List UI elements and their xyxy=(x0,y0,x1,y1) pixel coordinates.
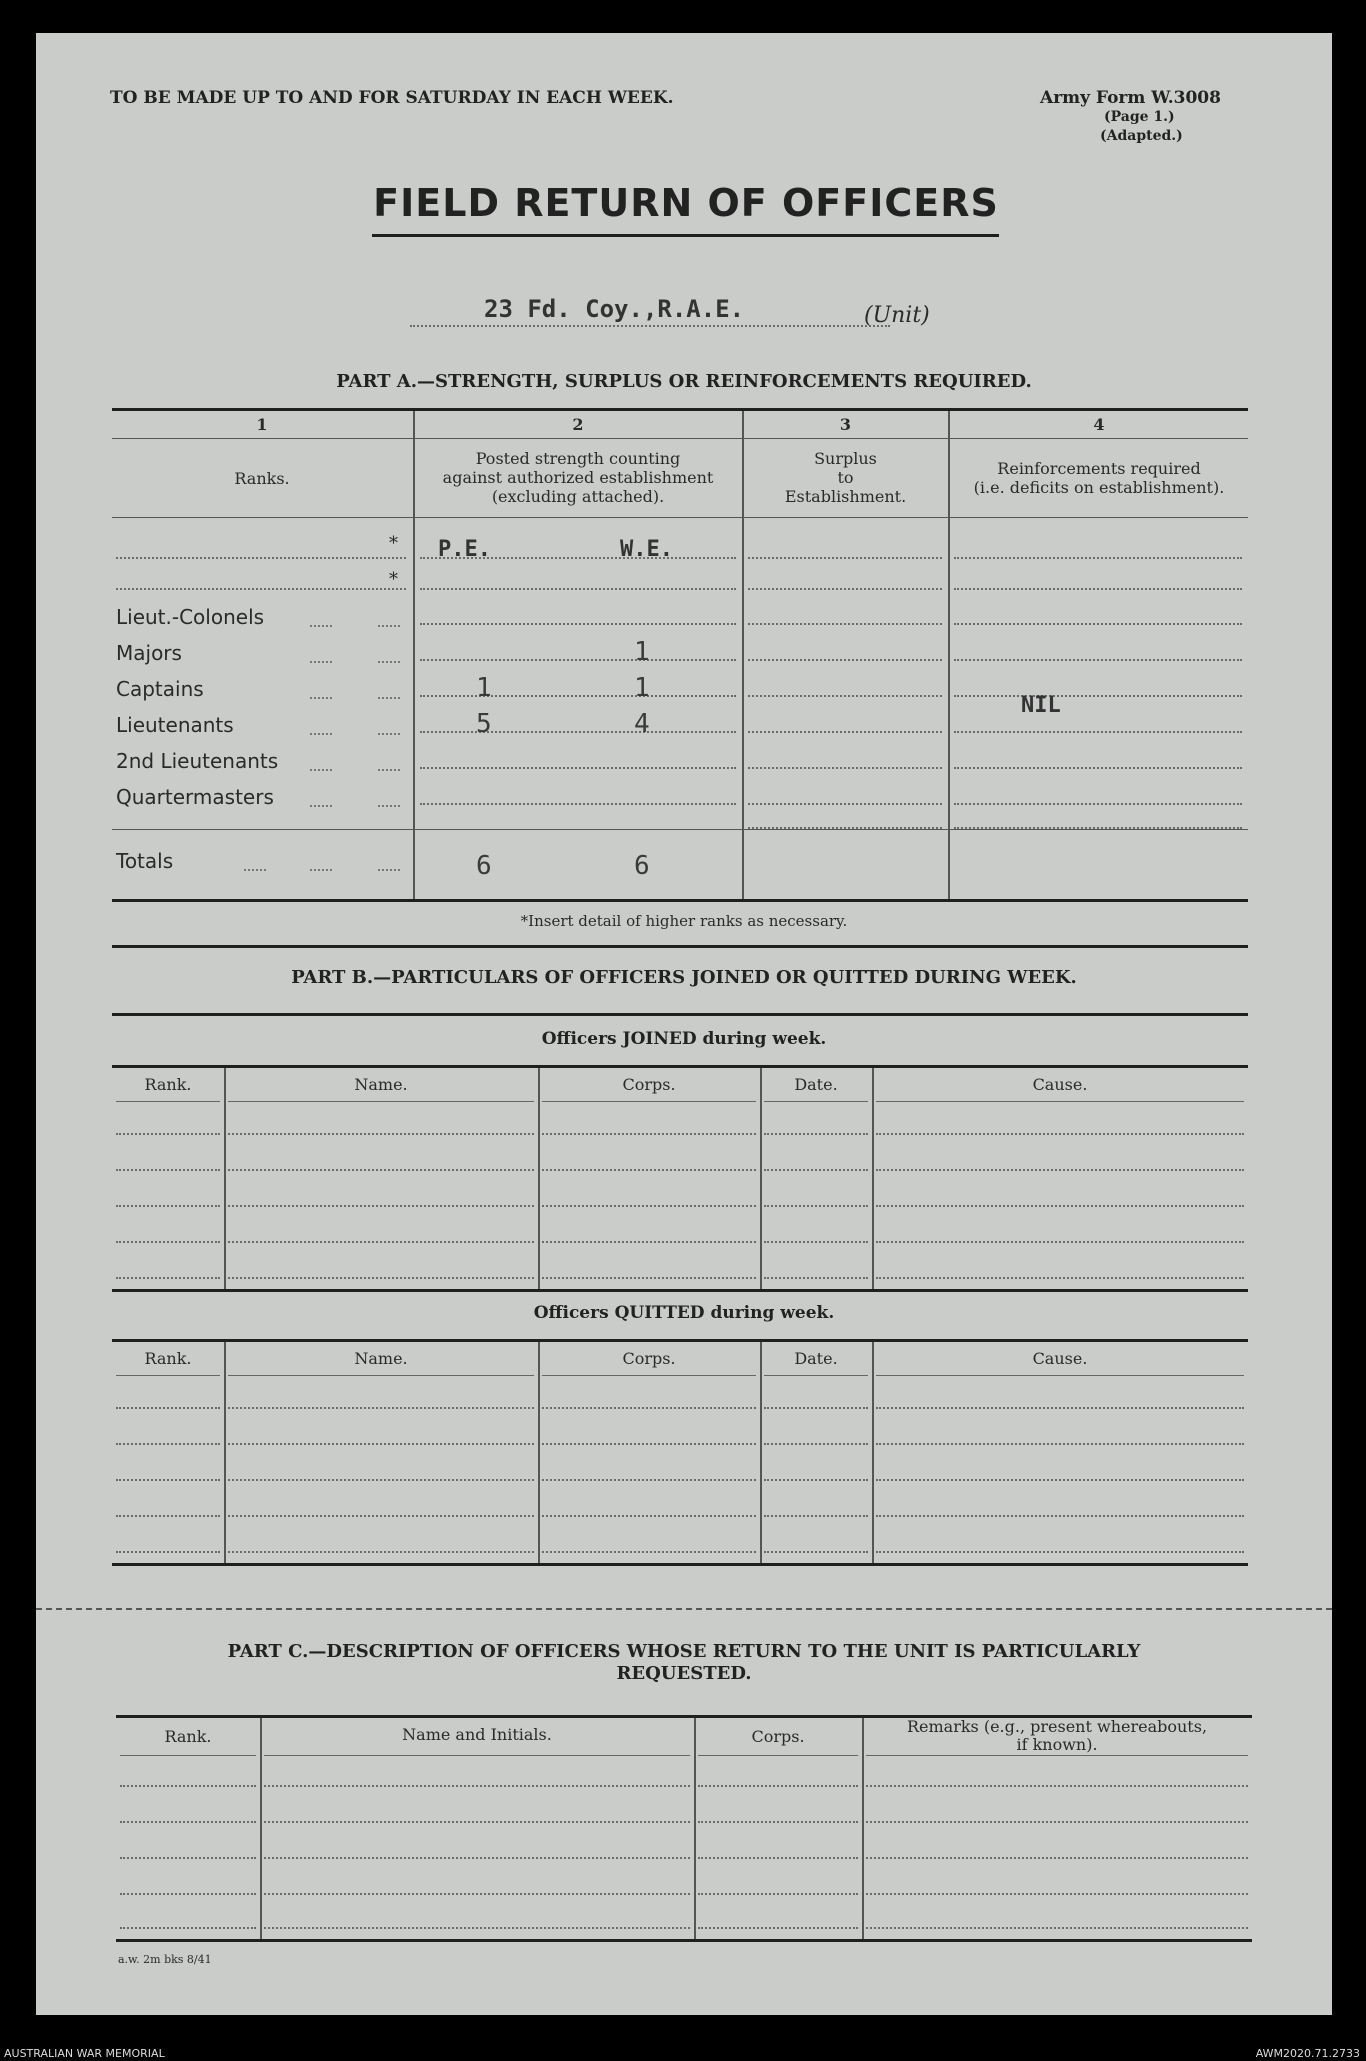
posted-col-head xyxy=(415,449,741,506)
table-bottom-rule xyxy=(112,1289,1248,1292)
remarks-head-line: Remarks (e.g., present whereabouts, xyxy=(906,1717,1208,1736)
table-row-line xyxy=(876,1407,1244,1409)
table-row-line xyxy=(876,1443,1244,1445)
table-row-line xyxy=(116,1551,220,1553)
table-row-line xyxy=(542,1443,756,1445)
table-col-divider xyxy=(760,1342,762,1564)
table-row-line xyxy=(876,1133,1244,1135)
part-c-row-line xyxy=(264,1927,690,1929)
table-row-line xyxy=(542,1101,756,1102)
table-row-line xyxy=(876,1169,1244,1171)
table-row-line xyxy=(542,1407,756,1409)
table-row-line xyxy=(116,1375,220,1376)
corps-col-head: Corps. xyxy=(751,1727,805,1746)
rank-leader xyxy=(310,769,332,771)
table-row-line xyxy=(764,1169,868,1171)
part-c-row-line xyxy=(698,1821,858,1823)
table-row-line xyxy=(764,1551,868,1553)
surplus-dotted-line xyxy=(748,731,942,733)
star-row-line xyxy=(116,557,406,559)
we-value: 1 xyxy=(634,673,650,703)
reinforcements-value: NIL xyxy=(1021,693,1061,718)
table-row-line xyxy=(228,1443,534,1445)
surplus-dotted-line xyxy=(748,695,942,697)
pe-label: P.E. xyxy=(438,537,491,562)
total-pe: 6 xyxy=(476,851,492,881)
table-row-line xyxy=(228,1205,534,1207)
part-c-row-line xyxy=(866,1927,1248,1929)
part-c-row-line xyxy=(866,1755,1248,1756)
rank-label: Captains xyxy=(116,677,204,701)
totals-leader xyxy=(244,869,266,871)
part-b-top-rule xyxy=(112,945,1248,948)
unit-label: (Unit) xyxy=(864,303,930,328)
posted-head-line: (excluding attached). xyxy=(491,487,665,506)
col-number-2: 2 xyxy=(572,415,584,434)
surplus-head-line: Surplus xyxy=(814,449,877,468)
table-row-line xyxy=(116,1277,220,1279)
table-row-line xyxy=(876,1205,1244,1207)
table-row-line xyxy=(116,1169,220,1171)
cause-col-head: Cause. xyxy=(1032,1349,1088,1368)
surplus-dotted-line xyxy=(748,623,942,625)
rank-leader xyxy=(310,625,332,627)
table-row-line xyxy=(876,1241,1244,1243)
table-row-line xyxy=(228,1515,534,1517)
joined-title: Officers JOINED during week. xyxy=(541,1029,827,1049)
table-row-line xyxy=(542,1551,756,1553)
part-c-heading xyxy=(116,1641,1252,1685)
page-title: FIELD RETURN OF OFFICERS xyxy=(373,181,999,225)
part-c-row-line xyxy=(264,1755,690,1756)
table-row-line xyxy=(116,1133,220,1135)
part-c-row-line xyxy=(698,1785,858,1787)
table-row-line xyxy=(228,1479,534,1481)
part-c-col-divider xyxy=(862,1718,864,1940)
we-label: W.E. xyxy=(620,537,673,562)
reinforcements-dotted-line xyxy=(954,803,1242,805)
table-row-line xyxy=(876,1479,1244,1481)
table-row-line xyxy=(764,1375,868,1376)
reinforcements-dotted-line xyxy=(954,623,1242,625)
part-c-row-line xyxy=(698,1927,858,1929)
surplus-dotted-line xyxy=(748,588,942,590)
form-sheet xyxy=(36,33,1332,2015)
totals-leader xyxy=(310,869,332,871)
posted-dotted-line xyxy=(420,803,736,805)
part-c-row-line xyxy=(866,1857,1248,1859)
posted-dotted-line xyxy=(420,767,736,769)
table-row-line xyxy=(542,1169,756,1171)
part-c-bottom-rule xyxy=(116,1939,1252,1942)
table-row-line xyxy=(228,1551,534,1553)
part-c-row-line xyxy=(698,1755,858,1756)
table-row-line xyxy=(116,1241,220,1243)
part-c-row-line xyxy=(264,1785,690,1787)
totals-leader xyxy=(378,869,400,871)
table-row-line xyxy=(764,1101,868,1102)
rank-label: Lieutenants xyxy=(116,713,234,737)
remarks-head-line: if known). xyxy=(1016,1735,1098,1754)
rank-leader xyxy=(378,769,400,771)
part-a-top-rule xyxy=(112,408,1248,411)
posted-head-line: against authorized establishment xyxy=(442,468,714,487)
table-row-line xyxy=(228,1407,534,1409)
surplus-dotted-line xyxy=(748,557,942,559)
star-marker: * xyxy=(389,533,398,554)
totals-rule xyxy=(112,829,1248,830)
part-c-row-line xyxy=(264,1893,690,1895)
rank-label: Lieut.-Colonels xyxy=(116,605,265,629)
table-row-line xyxy=(228,1101,534,1102)
part-a-heading: PART A.—STRENGTH, SURPLUS OR REINFORCEMENTS REQUIRED. xyxy=(336,371,1032,392)
date-col-head: Date. xyxy=(794,1075,838,1094)
rank-col-head: Rank. xyxy=(164,1727,212,1746)
quitted-title: Officers QUITTED during week. xyxy=(533,1303,835,1323)
table-row-line xyxy=(764,1479,868,1481)
ranks-col-head: Ranks. xyxy=(234,469,290,488)
posted-dotted-line xyxy=(420,623,736,625)
col-number-3: 3 xyxy=(839,415,852,434)
table-col-divider xyxy=(224,1068,226,1290)
table-row-line xyxy=(542,1277,756,1279)
table-row-line xyxy=(876,1101,1244,1102)
table-bottom-rule xyxy=(112,1563,1248,1566)
part-c-row-line xyxy=(120,1857,256,1859)
posted-dotted-line xyxy=(420,588,736,590)
table-row-line xyxy=(228,1169,534,1171)
part-c-row-line xyxy=(120,1927,256,1929)
reinforcements-dotted-line xyxy=(954,588,1242,590)
surplus-dotted-line xyxy=(748,659,942,661)
col-head-rule xyxy=(112,517,1248,518)
adapted-note: (Adapted.) xyxy=(1100,128,1183,144)
total-we: 6 xyxy=(634,851,650,881)
part-a-bottom-rule xyxy=(112,899,1248,902)
surplus-col-head xyxy=(744,449,947,506)
rank-col-head: Rank. xyxy=(144,1075,192,1094)
surplus-head-line: Establishment. xyxy=(784,487,907,506)
footnote: *Insert detail of higher ranks as necessary. xyxy=(520,912,848,930)
perforation-line xyxy=(36,1608,1332,1610)
we-value: 1 xyxy=(634,637,650,667)
surplus-dotted-line xyxy=(748,803,942,805)
table-row-line xyxy=(228,1241,534,1243)
table-row-line xyxy=(542,1375,756,1376)
table-row-line xyxy=(764,1241,868,1243)
we-value: 4 xyxy=(634,709,650,739)
rank-label: Majors xyxy=(116,641,182,665)
rank-leader xyxy=(310,697,332,699)
table-col-divider xyxy=(872,1068,874,1290)
table-row-line xyxy=(116,1443,220,1445)
part-c-row-line xyxy=(866,1821,1248,1823)
table-row-line xyxy=(764,1133,868,1135)
rank-leader xyxy=(378,625,400,627)
part-c-row-line xyxy=(698,1857,858,1859)
weekly-instruction: TO BE MADE UP TO AND FOR SATURDAY IN EACH WEEK. xyxy=(110,88,674,108)
rank-leader xyxy=(378,733,400,735)
reinforcements-dotted-line xyxy=(954,731,1242,733)
corps-col-head: Corps. xyxy=(622,1349,676,1368)
rank-label: 2nd Lieutenants xyxy=(116,749,279,773)
unit-value: 23 Fd. Coy.,R.A.E. xyxy=(484,295,745,323)
table-row-line xyxy=(116,1407,220,1409)
table-row-line xyxy=(876,1375,1244,1376)
cause-col-head: Cause. xyxy=(1032,1075,1088,1094)
table-row-line xyxy=(542,1133,756,1135)
date-col-head: Date. xyxy=(794,1349,838,1368)
table-row-line xyxy=(542,1515,756,1517)
table-row-line xyxy=(228,1277,534,1279)
part-c-row-line xyxy=(866,1785,1248,1787)
part-c-row-line xyxy=(264,1857,690,1859)
posted-dotted-line xyxy=(420,695,736,697)
posted-dotted-line xyxy=(420,659,736,661)
reinforcements-col-head xyxy=(950,459,1248,497)
footer-left: AUSTRALIAN WAR MEMORIAL xyxy=(4,2047,165,2060)
part-c-heading-line: REQUESTED. xyxy=(616,1663,752,1684)
col-number-1: 1 xyxy=(256,415,268,434)
name-col-head: Name. xyxy=(354,1075,408,1094)
table-row-line xyxy=(228,1375,534,1376)
posted-dotted-line xyxy=(420,557,736,559)
rank-leader xyxy=(310,733,332,735)
table-col-divider xyxy=(538,1342,540,1564)
rank-leader xyxy=(310,661,332,663)
rank-leader xyxy=(378,697,400,699)
table-row-line xyxy=(876,1515,1244,1517)
part-c-row-line xyxy=(264,1821,690,1823)
table-row-line xyxy=(116,1101,220,1102)
print-code: a.w. 2m bks 8/41 xyxy=(118,1953,212,1966)
surplus-head-line: to xyxy=(837,468,854,487)
part-c-col-divider xyxy=(694,1718,696,1940)
table-row-line xyxy=(542,1241,756,1243)
table-top-rule xyxy=(112,1065,1248,1068)
reinforcements-dotted-line xyxy=(954,557,1242,559)
table-row-line xyxy=(764,1407,868,1409)
rank-leader xyxy=(378,805,400,807)
reinforcements-dotted-line xyxy=(954,659,1242,661)
table-row-line xyxy=(228,1133,534,1135)
reinforcements-dotted-line xyxy=(954,695,1242,697)
rank-leader xyxy=(378,661,400,663)
reinforcements-dotted-line xyxy=(954,767,1242,769)
part-c-row-line xyxy=(120,1821,256,1823)
star-marker: * xyxy=(389,569,398,590)
part-c-row-line xyxy=(120,1785,256,1787)
rank-leader xyxy=(310,805,332,807)
part-b-heading: PART B.—PARTICULARS OF OFFICERS JOINED OR QUITTED DURING WEEK. xyxy=(291,967,1077,988)
table-row-line xyxy=(116,1205,220,1207)
part-c-heading-line: PART C.—DESCRIPTION OF OFFICERS WHOSE RETURN TO THE UNIT IS PARTICULARLY xyxy=(227,1641,1141,1662)
table-row-line xyxy=(116,1515,220,1517)
unit-dotted-line xyxy=(410,325,890,327)
col-number-4: 4 xyxy=(1093,415,1105,434)
footer-right: AWM2020.71.2733 xyxy=(1255,2047,1360,2060)
posted-dotted-line xyxy=(420,731,736,733)
part-c-row-line xyxy=(698,1893,858,1895)
corps-col-head: Corps. xyxy=(622,1075,676,1094)
reinf-head-line: (i.e. deficits on establishment). xyxy=(973,478,1225,497)
table-row-line xyxy=(764,1443,868,1445)
table-row-line xyxy=(876,1277,1244,1279)
totals-label: Totals xyxy=(116,849,174,873)
table-row-line xyxy=(764,1277,868,1279)
title-underline xyxy=(372,234,999,237)
posted-head-line: Posted strength counting xyxy=(475,449,681,468)
pe-value: 5 xyxy=(476,709,492,739)
table-row-line xyxy=(116,1479,220,1481)
reinf-head-line: Reinforcements required xyxy=(997,459,1201,478)
part-c-col-divider xyxy=(260,1718,262,1940)
table-col-divider xyxy=(760,1068,762,1290)
table-row-line xyxy=(542,1479,756,1481)
army-form-id: Army Form W.3008 xyxy=(1040,88,1221,108)
part-b-heading-rule xyxy=(112,1013,1248,1016)
page-number: (Page 1.) xyxy=(1104,109,1175,125)
name-col-head: Name and Initials. xyxy=(402,1725,552,1744)
pe-value: 1 xyxy=(476,673,492,703)
surplus-dotted-line xyxy=(748,767,942,769)
table-col-divider xyxy=(224,1342,226,1564)
remarks-col-head xyxy=(862,1718,1252,1754)
table-row-line xyxy=(542,1205,756,1207)
table-col-divider xyxy=(872,1342,874,1564)
star-row-line xyxy=(116,588,406,590)
table-row-line xyxy=(764,1515,868,1517)
table-row-line xyxy=(764,1205,868,1207)
name-col-head: Name. xyxy=(354,1349,408,1368)
col-number-rule xyxy=(112,438,1248,439)
part-c-row-line xyxy=(866,1893,1248,1895)
table-col-divider xyxy=(538,1068,540,1290)
table-top-rule xyxy=(112,1339,1248,1342)
table-row-line xyxy=(876,1551,1244,1553)
part-c-row-line xyxy=(120,1755,256,1756)
rank-label: Quartermasters xyxy=(116,785,274,809)
part-c-row-line xyxy=(120,1893,256,1895)
rank-col-head: Rank. xyxy=(144,1349,192,1368)
